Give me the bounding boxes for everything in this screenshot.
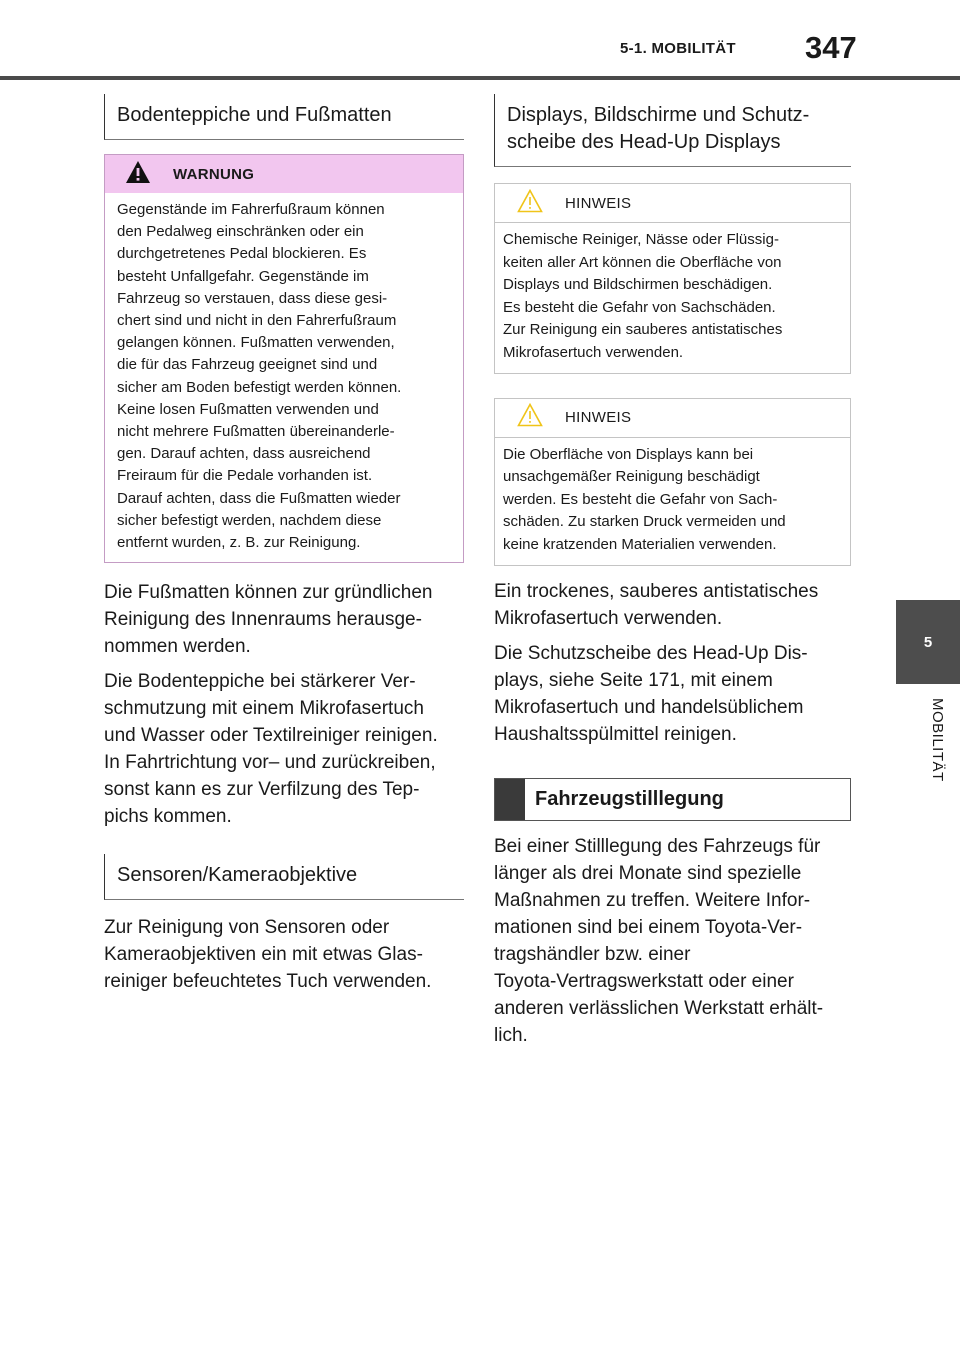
chapter-number: 5 xyxy=(923,633,933,651)
paragraph-schutzscheibe: Die Schutzscheibe des Head-Up Dis- plays, siehe Seite 171, mit einem Mikrofasertuch und handelsüblichem Haushaltsspülmittel reinigen. xyxy=(494,642,808,745)
paragraph-bodenteppiche: Die Bodenteppiche bei stärkerer Ver- schmutzung mit einem Mikrofasertuch und Wasser oder Textilreiniger reinigen. In Fahrtrichtung vor– und zurückreiben, sonst kann es zur Verfilzung des Tep- pichs kommen. xyxy=(104,671,438,828)
paragraph-fussmatten: Die Fußmatten können zur gründlichen Reinigung des Innenraums herausge- nommen werden. xyxy=(104,582,433,658)
caution-triangle-icon xyxy=(517,403,543,432)
warning-triangle-icon xyxy=(125,160,151,189)
notice-text-2: Die Oberfläche von Displays kann bei unsachgemäßer Reinigung beschädigt werden. Es besteht die Gefahr von Sach- schäden. Zu starken Druck vermeiden und keine kratzenden Materialien verwenden. xyxy=(503,445,786,553)
warning-title: WARNUNG xyxy=(173,165,255,183)
notice-title-1: HINWEIS xyxy=(565,194,632,212)
header-section-title: 5-1. MOBILITÄT xyxy=(620,40,736,57)
chapter-tab[interactable] xyxy=(896,600,960,684)
notice-title-2: HINWEIS xyxy=(565,409,632,427)
notice-box-2 xyxy=(494,398,851,566)
left-column xyxy=(104,94,464,995)
paragraph-stilllegung: Bei einer Stilllegung des Fahrzeugs für länger als drei Monate sind spezielle Maßnahmen zu treffen. Weitere Infor- mationen sind bei einem Toyota-Ver- tragshändler bzw. einer Toyota-Vertragswerkstatt oder einer anderen verlässlichen Werkstatt erhält- lich. xyxy=(494,835,824,1046)
heading-bar-marker xyxy=(495,779,525,820)
notice-text-1: Chemische Reiniger, Nässe oder Flüssig- keiten aller Art können die Oberfläche von Displays und Bildschirmen beschädigen. Es besteht die Gefahr von Sachschäden. Zur Reinigung ein sauberes antistatisches Mikrofasertuch verwenden. xyxy=(503,231,783,361)
heading-bodenteppiche: Bodenteppiche und Fußmatten xyxy=(104,94,464,140)
warning-box xyxy=(104,154,464,563)
right-column xyxy=(494,94,851,1049)
heading-fahrzeugstilllegung-title: Fahrzeugstilllegung xyxy=(535,787,724,810)
notice-box-1 xyxy=(494,183,851,374)
page-number: 347 xyxy=(805,30,857,65)
warning-header xyxy=(105,155,463,193)
warning-text: Gegenstände im Fahrerfußraum können den Pedalweg einschränken oder ein durchgetretenes Pedal blockieren. Es besteht Unfallgefahr. Gegenstände im Fahrzeug so verstauen, dass diese gesi- chert sind und nicht in den Fahrerfußraum gelangen können. Fußmatten verwenden, die für das Fahrzeug geeignet sind und sicher am Boden befestigt werden können. Keine losen Fußmatten verwenden und nicht mehrere Fußmatten übereinanderle- gen. Darauf achten, dass ausreichend Freiraum für die Pedale vorhanden ist. Darauf achten, dass die Fußmatten wieder sicher befestigt werden, nachdem diese entfernt wurden, z. B. zur Reinigung. xyxy=(117,201,402,552)
caution-triangle-icon xyxy=(517,189,543,218)
heading-displays: Displays, Bildschirme und Schutz- scheibe des Head-Up Displays xyxy=(494,94,851,167)
heading-sensoren: Sensoren/Kameraobjektive xyxy=(104,854,464,900)
heading-fahrzeugstilllegung xyxy=(494,778,851,821)
paragraph-sensoren: Zur Reinigung von Sensoren oder Kameraobjektiven ein mit etwas Glas- reiniger befeuchtetes Tuch verwenden. xyxy=(104,917,432,993)
header-rule xyxy=(0,76,960,80)
notice-header-1 xyxy=(495,184,850,223)
notice-header-2 xyxy=(495,399,850,438)
chapter-label: MOBILITÄT xyxy=(929,698,946,782)
paragraph-mikrofasertuch: Ein trockenes, sauberes antistatisches Mikrofasertuch verwenden. xyxy=(494,580,819,629)
